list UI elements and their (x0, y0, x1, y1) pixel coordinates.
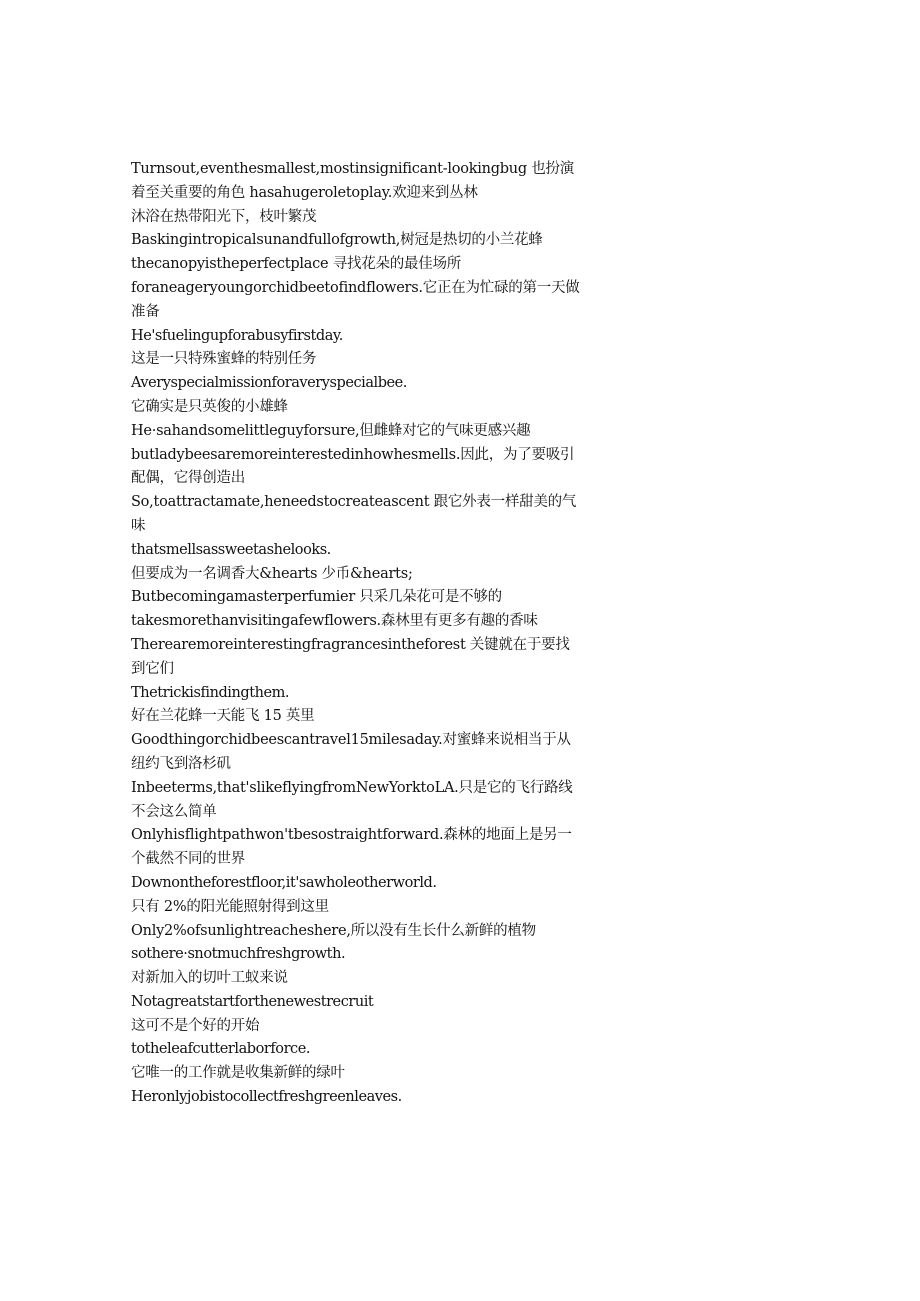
text-line: Butbecomingamasterperfumier 只采几朵花可是不够的 (131, 589, 502, 606)
text-line: thecanopyistheperfectplace 寻找花朵的最佳场所 (131, 256, 461, 273)
text-line: He'sfuelingupforabusyfirstday. (131, 327, 343, 344)
text-line: Therearemoreinterestingfragrancesintheforest 关键就在于要找到它们 (131, 636, 570, 677)
text-line: foraneageryoungorchidbeetofindflowers.它正在为忙碌的第一天做准备 (131, 279, 580, 320)
text-line: Baskingintropicalsunandfullofgrowth,树冠是热切的小兰花蜂 (131, 232, 543, 249)
text-line: thatsmellsassweetashelooks. (131, 541, 331, 558)
text-line: Downontheforestfloor,it'sawholeotherworld. (131, 874, 437, 891)
text-line: 这可不是个好的开始 (131, 1017, 260, 1034)
text-line: takesmorethanvisitingafewflowers.森林里有更多有趣的香味 (131, 613, 538, 630)
text-line: 好在兰花蜂一天能飞 15 英里 (131, 708, 315, 725)
text-line: Goodthingorchidbeescantravel15milesaday.对蜜蜂来说相当于从纽约飞到洛杉矶 (131, 732, 571, 772)
text-line: 它唯一的工作就是收集新鲜的绿叶 (131, 1065, 345, 1082)
text-line: 这是一只特殊蜜蜂的特别任务 (131, 351, 317, 368)
text-line: Turnsout,eventhesmallest,mostinsignificant-lookingbug 也扮演着至关重要的角色 hasahugeroletoplay.欢迎来到丛林 (131, 161, 575, 201)
transcript-body (131, 158, 581, 1110)
text-line: So,toattractamate,heneedstocreateascent 跟它外表一样甜美的气味 (131, 494, 577, 534)
text-line: Onlyhisflightpathwon'tbesostraightforward.森林的地面上是另一个截然不同的世界 (131, 827, 572, 868)
text-line: 它确实是只英俊的小雄蜂 (131, 398, 288, 415)
text-line: Averyspecialmissionforaveryspecialbee. (131, 375, 407, 392)
text-line: 只有 2%的阳光能照射得到这里 (131, 898, 329, 915)
text-line: 沐浴在热带阳光下，枝叶繁茂 (131, 208, 317, 225)
text-line: He·sahandsomelittleguyforsure,但雌蜂对它的气味更感兴趣 (131, 422, 531, 439)
text-line: Thetrickisfindingthem. (131, 684, 290, 701)
text-line: sothere·snotmuchfreshgrowth. (131, 946, 346, 963)
text-line: Inbeeterms,that'slikeflyingfromNewYorktoLA.只是它的飞行路线不会这么简单 (131, 779, 573, 820)
text-line: Only2%ofsunlightreacheshere,所以没有生长什么新鲜的植物 (131, 922, 536, 939)
text-line: butladybeesaremoreinterestedinhowhesmells.因此，为了要吸引配偶，它得创造出 (131, 446, 575, 487)
text-line: Notagreatstartforthenewestrecruit (131, 993, 374, 1010)
text-line: Heronlyjobistocollectfreshgreenleaves. (131, 1089, 402, 1106)
text-line: 但要成为一名调香大&hearts 少币&hearts; (131, 565, 413, 582)
text-line: 对新加入的切叶工蚁来说 (131, 970, 288, 987)
text-line: totheleafcutterlaborforce. (131, 1041, 311, 1058)
